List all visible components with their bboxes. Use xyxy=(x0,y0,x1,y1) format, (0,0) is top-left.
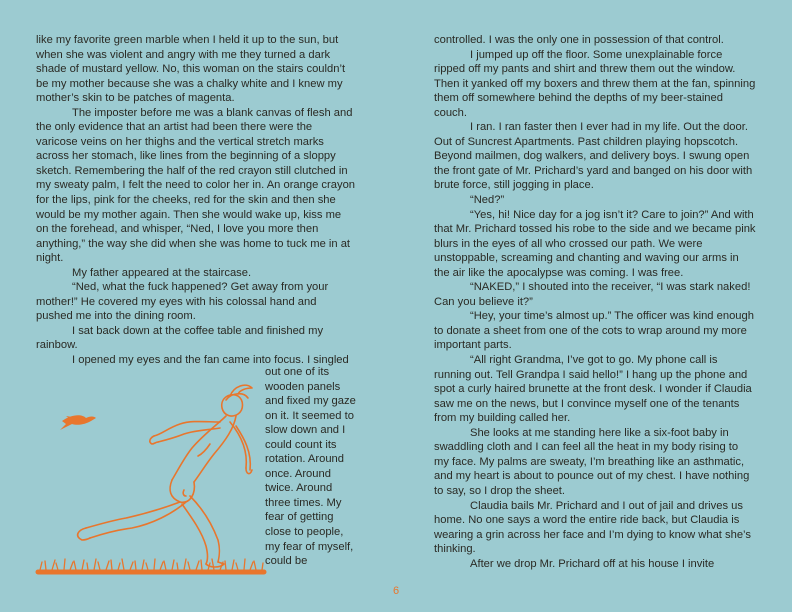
paragraph: She looks at me standing here like a six-foot baby in swaddling cloth and I can feel all the heat in my body rising to my face. My palms are sweaty, I’m breathing like an asthmatic, and my heart is about to pounce out of my chest. I have nothing to say, so I drop the sheet. xyxy=(434,426,750,497)
paragraph: After we drop Mr. Prichard off at his house I invite xyxy=(470,557,715,570)
left-column xyxy=(36,33,356,368)
grass-ground xyxy=(38,559,264,572)
swallow-icon xyxy=(60,415,96,430)
paragraph: My father appeared at the staircase. xyxy=(72,266,252,279)
paragraph: I sat back down at the coffee table and finished my rainbow. xyxy=(36,324,324,352)
paragraph: “Ned, what the fuck happened? Get away from your mother!” He covered my eyes with his colossal hand and pushed me into the dining room. xyxy=(36,281,329,323)
paragraph: controlled. I was the only one in possession of that control. xyxy=(434,34,724,46)
wrapped-paragraph-continuation: out one of its wooden panels and fixed my gaze on it. It seemed to slow down and I could count its rotation. Around once. Around twice. Around three times. My fear of getting close to people, my fear of myself, could be xyxy=(265,366,356,568)
paragraph: “All right Grandma, I’ve got to go. My phone call is running out. Tell Grandpa I said hello!” I hang up the phone and spot a curly haired brunette at the front desk. I wonder if Claudia saw me on the news, but I convince myself one of the tenants from my building called her. xyxy=(434,354,752,425)
paragraph: “NAKED,” I shouted into the receiver, “I was stark naked! Can you believe it?” xyxy=(434,281,751,308)
paragraph: I jumped up off the floor. Some unexplainable force ripped off my pants and shirt and threw them out the window. Then it yanked off my boxers and threw them at the fan, spinning them off somewhere behind the depths of my beer-stained couch. xyxy=(434,48,756,119)
paragraph: The imposter before me was a blank canvas of flesh and the only evidence that an artist had been there were the varicose veins on her thighs and the vertical stretch marks across her stomach, like lines from the beginning of a sloppy sketch. Remembering the half of the red crayon still clutched in my sweaty palm, I felt the need to color her in. An orange crayon for the lips, pink for the cheeks, red for the skin and then she would be my mother again. Then she would wake up, kiss me on the forehead, and whisper, “Ned, I love you more then anything,” the way she did when she was home to tuck me in at night. xyxy=(36,106,356,265)
running-figure-illustration xyxy=(34,378,269,578)
paragraph: “Hey, your time’s almost up.” The officer was kind enough to donate a sheet from one of the cots to wrap around my more important parts. xyxy=(434,310,754,352)
paragraph: Claudia bails Mr. Prichard and I out of jail and drives us home. No one says a word the entire ride back, but Claudia is wearing a grin across her face and I’m dying to know what she’s thinking. xyxy=(434,499,751,556)
figure-outline xyxy=(78,385,252,567)
paragraph: I ran. I ran faster then I ever had in my life. Out the door. Out of Suncrest Apartments. Past children playing hopscotch. Beyond mailmen, dog walkers, and delivery boys. I swung open the front gate of Mr. Prichard’s yard and banged on his door with brute force, still jogging in place. xyxy=(434,121,753,192)
paragraph: “Ned?” xyxy=(470,194,505,207)
paragraph: like my favorite green marble when I held it up to the sun, but when she was violent and angry with me they turned a dark shade of mustard yellow. No, this woman on the stairs couldn’t be my mother because she was a chalky white and I knew my mother’s skin to be patches of magenta. xyxy=(36,34,346,105)
page-number: 6 xyxy=(392,585,400,597)
right-column xyxy=(434,33,756,571)
paragraph: “Yes, hi! Nice day for a jog isn’t it? Care to join?” And with that Mr. Prichard tossed his robe to the side and we became pink blurs in the eyes of all who crossed our path. We were unstoppable, screaming and chanting and waving our arms in the air like the apocalypse was coming. I was free. xyxy=(434,208,756,279)
paragraph: I opened my eyes and the fan came into focus. I singled xyxy=(72,354,349,367)
